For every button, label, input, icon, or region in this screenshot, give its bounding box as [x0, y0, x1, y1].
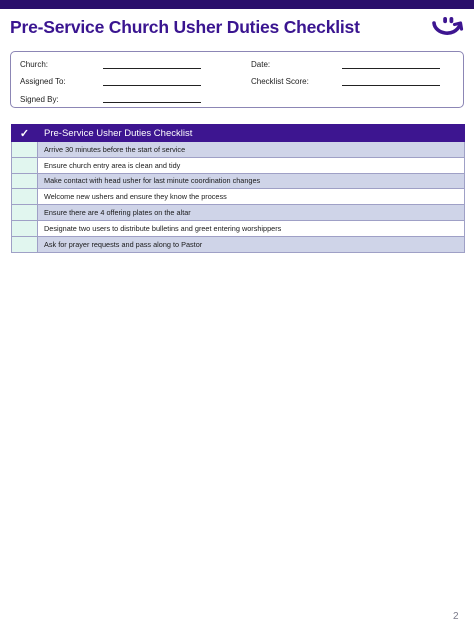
checkbox-cell[interactable]	[12, 157, 38, 173]
table-row	[12, 157, 465, 173]
table-row	[12, 236, 465, 252]
assigned-to-field[interactable]	[103, 85, 201, 86]
church-label: Church:	[20, 60, 49, 69]
checklist-score-field[interactable]	[342, 85, 440, 86]
page-number: 2	[453, 611, 459, 622]
checkbox-cell[interactable]	[12, 189, 38, 205]
smile-arrow-icon	[430, 13, 464, 41]
task-text: Make contact with head usher for last minute coordination changes	[38, 173, 465, 189]
table-row	[12, 220, 465, 236]
table-row	[12, 205, 465, 221]
checklist-score-label: Checklist Score:	[251, 77, 309, 86]
table-row	[12, 189, 465, 205]
table-row	[12, 142, 465, 158]
checkbox-cell[interactable]	[12, 220, 38, 236]
assigned-to-label: Assigned To:	[20, 77, 66, 86]
task-text: Ensure church entry area is clean and tidy	[38, 157, 465, 173]
page-title: Pre-Service Church Usher Duties Checklist	[10, 17, 360, 37]
checklist-header-row	[12, 125, 465, 142]
task-text: Designate two users to distribute bulletins and greet entering worshippers	[38, 220, 465, 236]
signed-by-label: Signed By:	[20, 95, 59, 104]
top-accent-bar	[0, 0, 474, 9]
date-label: Date:	[251, 60, 271, 69]
info-form-box	[10, 51, 464, 108]
checkbox-cell[interactable]	[12, 236, 38, 252]
task-text: Ensure there are 4 offering plates on the altar	[38, 205, 465, 221]
table-row	[12, 173, 465, 189]
checkbox-cell[interactable]	[12, 173, 38, 189]
signed-by-field[interactable]	[103, 102, 201, 103]
task-text: Welcome new ushers and ensure they know the process	[38, 189, 465, 205]
check-column-header: ✓	[12, 125, 38, 142]
checklist-title: Pre-Service Usher Duties Checklist	[38, 125, 465, 142]
date-field[interactable]	[342, 68, 440, 69]
church-field[interactable]	[103, 68, 201, 69]
task-text: Arrive 30 minutes before the start of service	[38, 142, 465, 158]
checklist-table	[11, 124, 465, 253]
checkbox-cell[interactable]	[12, 142, 38, 158]
task-text: Ask for prayer requests and pass along to Pastor	[38, 236, 465, 252]
checkbox-cell[interactable]	[12, 205, 38, 221]
